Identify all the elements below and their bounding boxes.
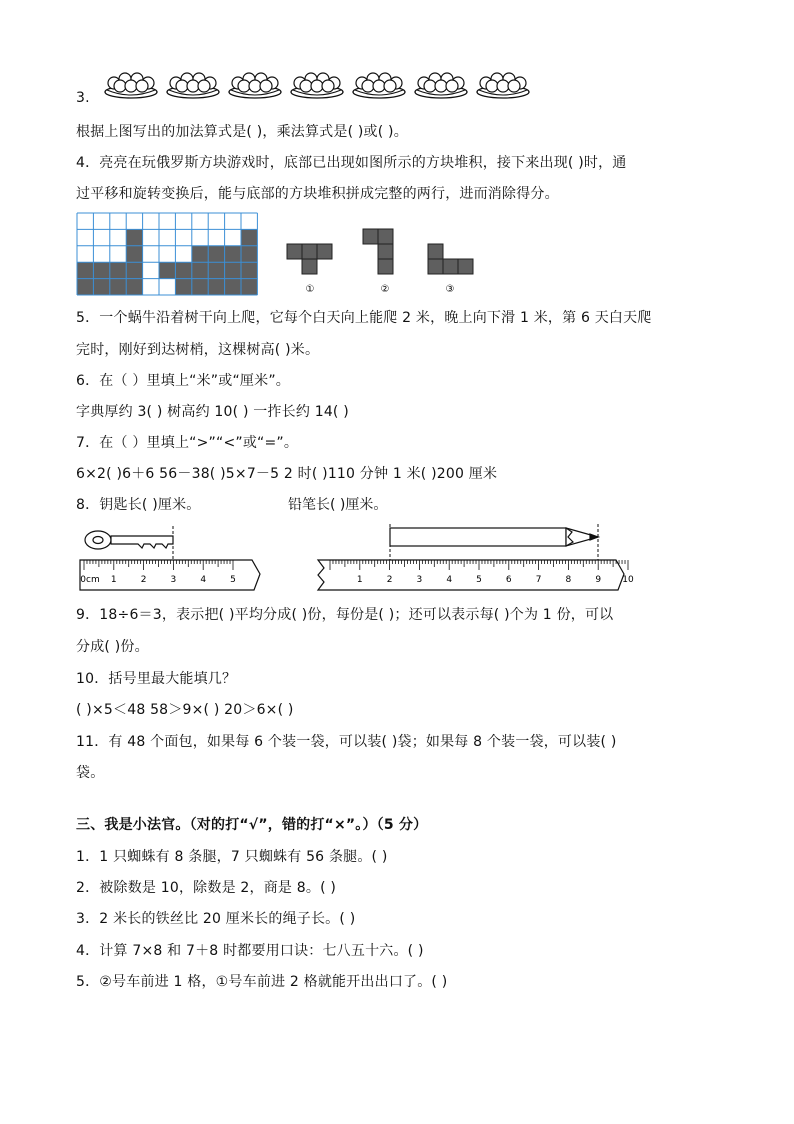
q6-title: 6．在（ ）里填上“米”或“厘米”。 — [76, 373, 290, 389]
judge-item-3: 3．2 米长的铁丝比 20 厘米长的绳子长。( ) — [76, 911, 356, 927]
q11-line2: 袋。 — [76, 765, 105, 781]
ruler-label: 3 — [170, 575, 177, 585]
q10-title: 10．括号里最大能填几？ — [76, 671, 237, 687]
tetris-block — [126, 262, 142, 278]
apple-plate-icon — [415, 73, 467, 98]
judge-item-1: 1．1 只蜘蛛有 8 条腿，7 只蜘蛛有 56 条腿。( ) — [76, 849, 388, 865]
apple-plate-icon — [291, 73, 343, 98]
tetris-block — [241, 229, 257, 245]
key-ruler-figure — [76, 520, 266, 594]
tetris-block — [77, 279, 93, 295]
section3-title: 三、我是小法官。（对的打“√”，错的打“×”。）（5 分） — [76, 817, 428, 833]
q3-number: 3. — [76, 90, 90, 106]
q4-line2: 过平移和旋转变换后，能与底部的方块堆积拼成完整的两行，进而消除得分。 — [76, 186, 559, 202]
tetris-block — [241, 279, 257, 295]
tetris-options-figure — [284, 226, 484, 304]
judge-item-2: 2．被除数是 10，除数是 2，商是 8。( ) — [76, 880, 337, 896]
tetris-block — [225, 262, 241, 278]
q10-items: ( )×5＜48 58＞9×( ) 20＞6×( ) — [76, 702, 294, 718]
q7-items: 6×2( )6＋6 56－38( )5×7－5 2 时( )110 分钟 1 米( )200 厘米 — [76, 466, 498, 482]
ruler-label: 6 — [505, 575, 512, 585]
option-label-2: ② — [380, 284, 390, 295]
tetris-block — [208, 262, 224, 278]
apple-plate-icon — [105, 73, 157, 98]
option-label-1: ① — [305, 284, 315, 295]
apple-plate-icon — [477, 73, 529, 98]
tetris-block — [241, 246, 257, 262]
tetris-block — [93, 279, 109, 295]
tetris-block — [225, 246, 241, 262]
q4-line1: 4．亮亮在玩俄罗斯方块游戏时，底部已出现如图所示的方块堆积，接下来出现( )时，通 — [76, 155, 627, 171]
judge-item-5: 5．②号车前进 1 格，①号车前进 2 格就能开出出口了。( ) — [76, 974, 448, 990]
tetris-block — [175, 262, 191, 278]
ruler-label: 8 — [565, 575, 572, 585]
ruler-label: 10 — [622, 575, 634, 585]
q3-text: 根据上图写出的加法算式是( )，乘法算式是( )或( )。 — [76, 124, 408, 140]
key-icon — [85, 531, 173, 549]
ruler-label: 0cm — [80, 575, 100, 585]
q9-line2: 分成( )份。 — [76, 639, 149, 655]
q9-line1: 9．18÷6＝3，表示把( )平均分成( )份，每份是( )；还可以表示每( )个为 1 份，可以 — [76, 607, 614, 623]
tetris-block — [208, 279, 224, 295]
apple-plate-icon — [167, 73, 219, 98]
ruler-label: 2 — [140, 575, 147, 585]
ruler-label: 4 — [200, 575, 207, 585]
pencil-ruler-figure — [310, 520, 634, 594]
tetris-block — [126, 229, 142, 245]
tetris-block — [241, 262, 257, 278]
q5-line2: 完时，刚好到达树梢，这棵树高( )米。 — [76, 342, 320, 358]
tetris-block — [192, 279, 208, 295]
ruler-label: 2 — [386, 575, 393, 585]
option-label-3: ③ — [445, 284, 455, 295]
q8-key-text: 8．钥匙长( )厘米。 — [76, 497, 201, 513]
tetris-block — [192, 246, 208, 262]
tetris-block — [159, 262, 175, 278]
tetris-block — [110, 279, 126, 295]
tetris-block — [175, 279, 191, 295]
q8-pencil-text: 铅笔长( )厘米。 — [288, 497, 388, 513]
ruler-label: 3 — [416, 575, 423, 585]
ruler-label: 5 — [230, 575, 236, 585]
fruit-plates-figure — [104, 70, 524, 102]
apple-plate-icon — [229, 73, 281, 98]
tetris-block — [77, 262, 93, 278]
pencil-icon — [390, 528, 598, 546]
ruler-label: 5 — [476, 575, 482, 585]
ruler-label: 9 — [595, 575, 602, 585]
tetris-block — [192, 262, 208, 278]
tetris-block — [93, 262, 109, 278]
tetris-grid-figure — [76, 212, 258, 296]
tetris-block — [208, 246, 224, 262]
tetris-block — [225, 279, 241, 295]
q6-items: 字典厚约 3( ) 树高约 10( ) 一拃长约 14( ) — [76, 404, 349, 420]
tetris-block — [126, 279, 142, 295]
apple-plate-icon — [353, 73, 405, 98]
ruler-label: 1 — [356, 575, 363, 585]
tetris-block — [126, 246, 142, 262]
ruler-label: 1 — [110, 575, 117, 585]
ruler-label: 7 — [535, 575, 542, 585]
q11-line1: 11．有 48 个面包，如果每 6 个装一袋，可以装( )袋；如果每 8 个装一袋，可以装( ) — [76, 734, 617, 750]
tetris-block — [110, 262, 126, 278]
q7-title: 7．在（ ）里填上“>”“<”或“=”。 — [76, 435, 299, 451]
judge-item-4: 4．计算 7×8 和 7＋8 时都要用口诀：七八五十六。( ) — [76, 943, 424, 959]
ruler-label: 4 — [446, 575, 453, 585]
q5-line1: 5．一个蜗牛沿着树干向上爬，它每个白天向上能爬 2 米，晚上向下滑 1 米，第 6 天白天爬 — [76, 310, 652, 326]
